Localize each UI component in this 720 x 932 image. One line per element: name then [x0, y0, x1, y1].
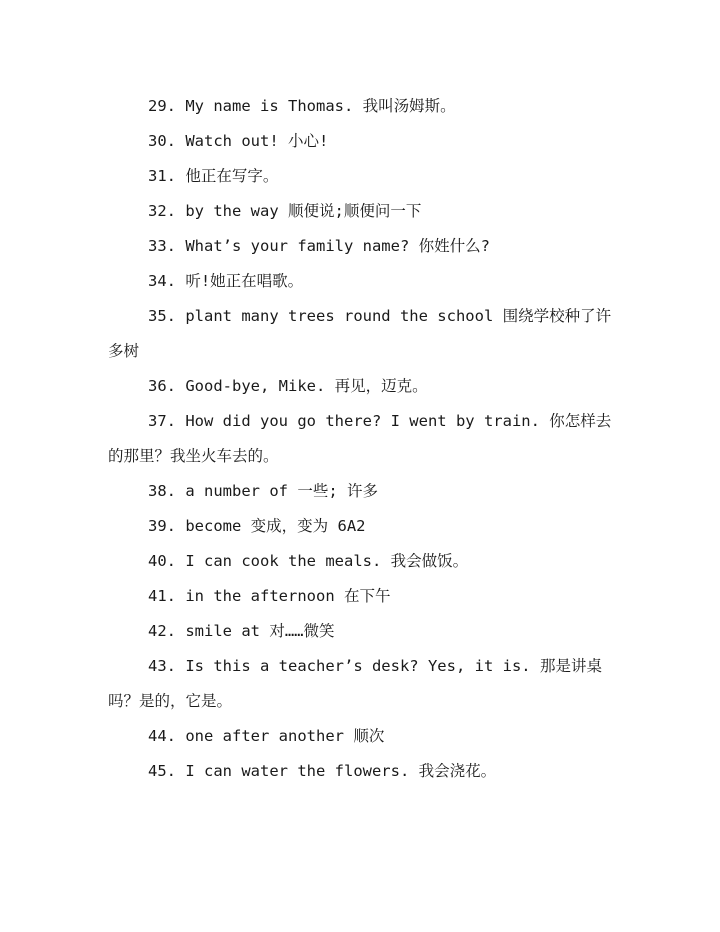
list-item: [108, 579, 614, 614]
list-item: [108, 264, 614, 299]
item-text: I can cook the meals. 我会做饭。: [185, 552, 469, 570]
item-number: 39.: [148, 517, 176, 535]
item-text: in the afternoon 在下午: [185, 587, 391, 605]
item-number: 42.: [148, 622, 176, 640]
item-text: What’s your family name? 你姓什么?: [185, 237, 490, 255]
item-number: 33.: [148, 237, 176, 255]
item-text: 听!她正在唱歌。: [185, 272, 304, 290]
item-text: Watch out! 小心!: [185, 132, 329, 150]
list-item: [108, 544, 614, 579]
item-number: 34.: [148, 272, 176, 290]
item-number: 41.: [148, 587, 176, 605]
list-item: [108, 194, 614, 229]
item-number: 32.: [148, 202, 176, 220]
item-text: plant many trees round the school 围绕学校种了许多树: [108, 307, 612, 360]
item-number: 40.: [148, 552, 176, 570]
item-number: 29.: [148, 97, 176, 115]
item-text: Is this a teacher’s desk? Yes, it is. 那是讲桌吗？是的，它是。: [108, 657, 602, 710]
list-item: [108, 649, 614, 719]
vocabulary-list: [108, 89, 614, 789]
list-item: [108, 89, 614, 124]
item-text: How did you go there? I went by train. 你怎样去的那里？我坐火车去的。: [108, 412, 612, 465]
list-item: [108, 614, 614, 649]
list-item: [108, 369, 614, 404]
list-item: [108, 299, 614, 369]
item-text: smile at 对……微笑: [185, 622, 335, 640]
list-item: [108, 754, 614, 789]
list-item: [108, 474, 614, 509]
item-number: 31.: [148, 167, 176, 185]
list-item: [108, 509, 614, 544]
item-number: 36.: [148, 377, 176, 395]
item-number: 37.: [148, 412, 176, 430]
item-number: 44.: [148, 727, 176, 745]
item-text: become 变成，变为 6A2: [185, 517, 366, 535]
list-item: [108, 719, 614, 754]
item-number: 35.: [148, 307, 176, 325]
list-item: [108, 229, 614, 264]
item-number: 45.: [148, 762, 176, 780]
item-number: 30.: [148, 132, 176, 150]
item-text: 他正在写字。: [185, 167, 279, 185]
item-text: I can water the flowers. 我会浇花。: [185, 762, 497, 780]
item-text: Good-bye, Mike. 再见，迈克。: [185, 377, 428, 395]
item-text: My name is Thomas. 我叫汤姆斯。: [185, 97, 456, 115]
item-text: by the way 顺便说;顺便问一下: [185, 202, 422, 220]
item-text: one after another 顺次: [185, 727, 385, 745]
item-number: 38.: [148, 482, 176, 500]
item-number: 43.: [148, 657, 176, 675]
list-item: [108, 124, 614, 159]
list-item: [108, 159, 614, 194]
list-item: [108, 404, 614, 474]
item-text: a number of 一些; 许多: [185, 482, 378, 500]
